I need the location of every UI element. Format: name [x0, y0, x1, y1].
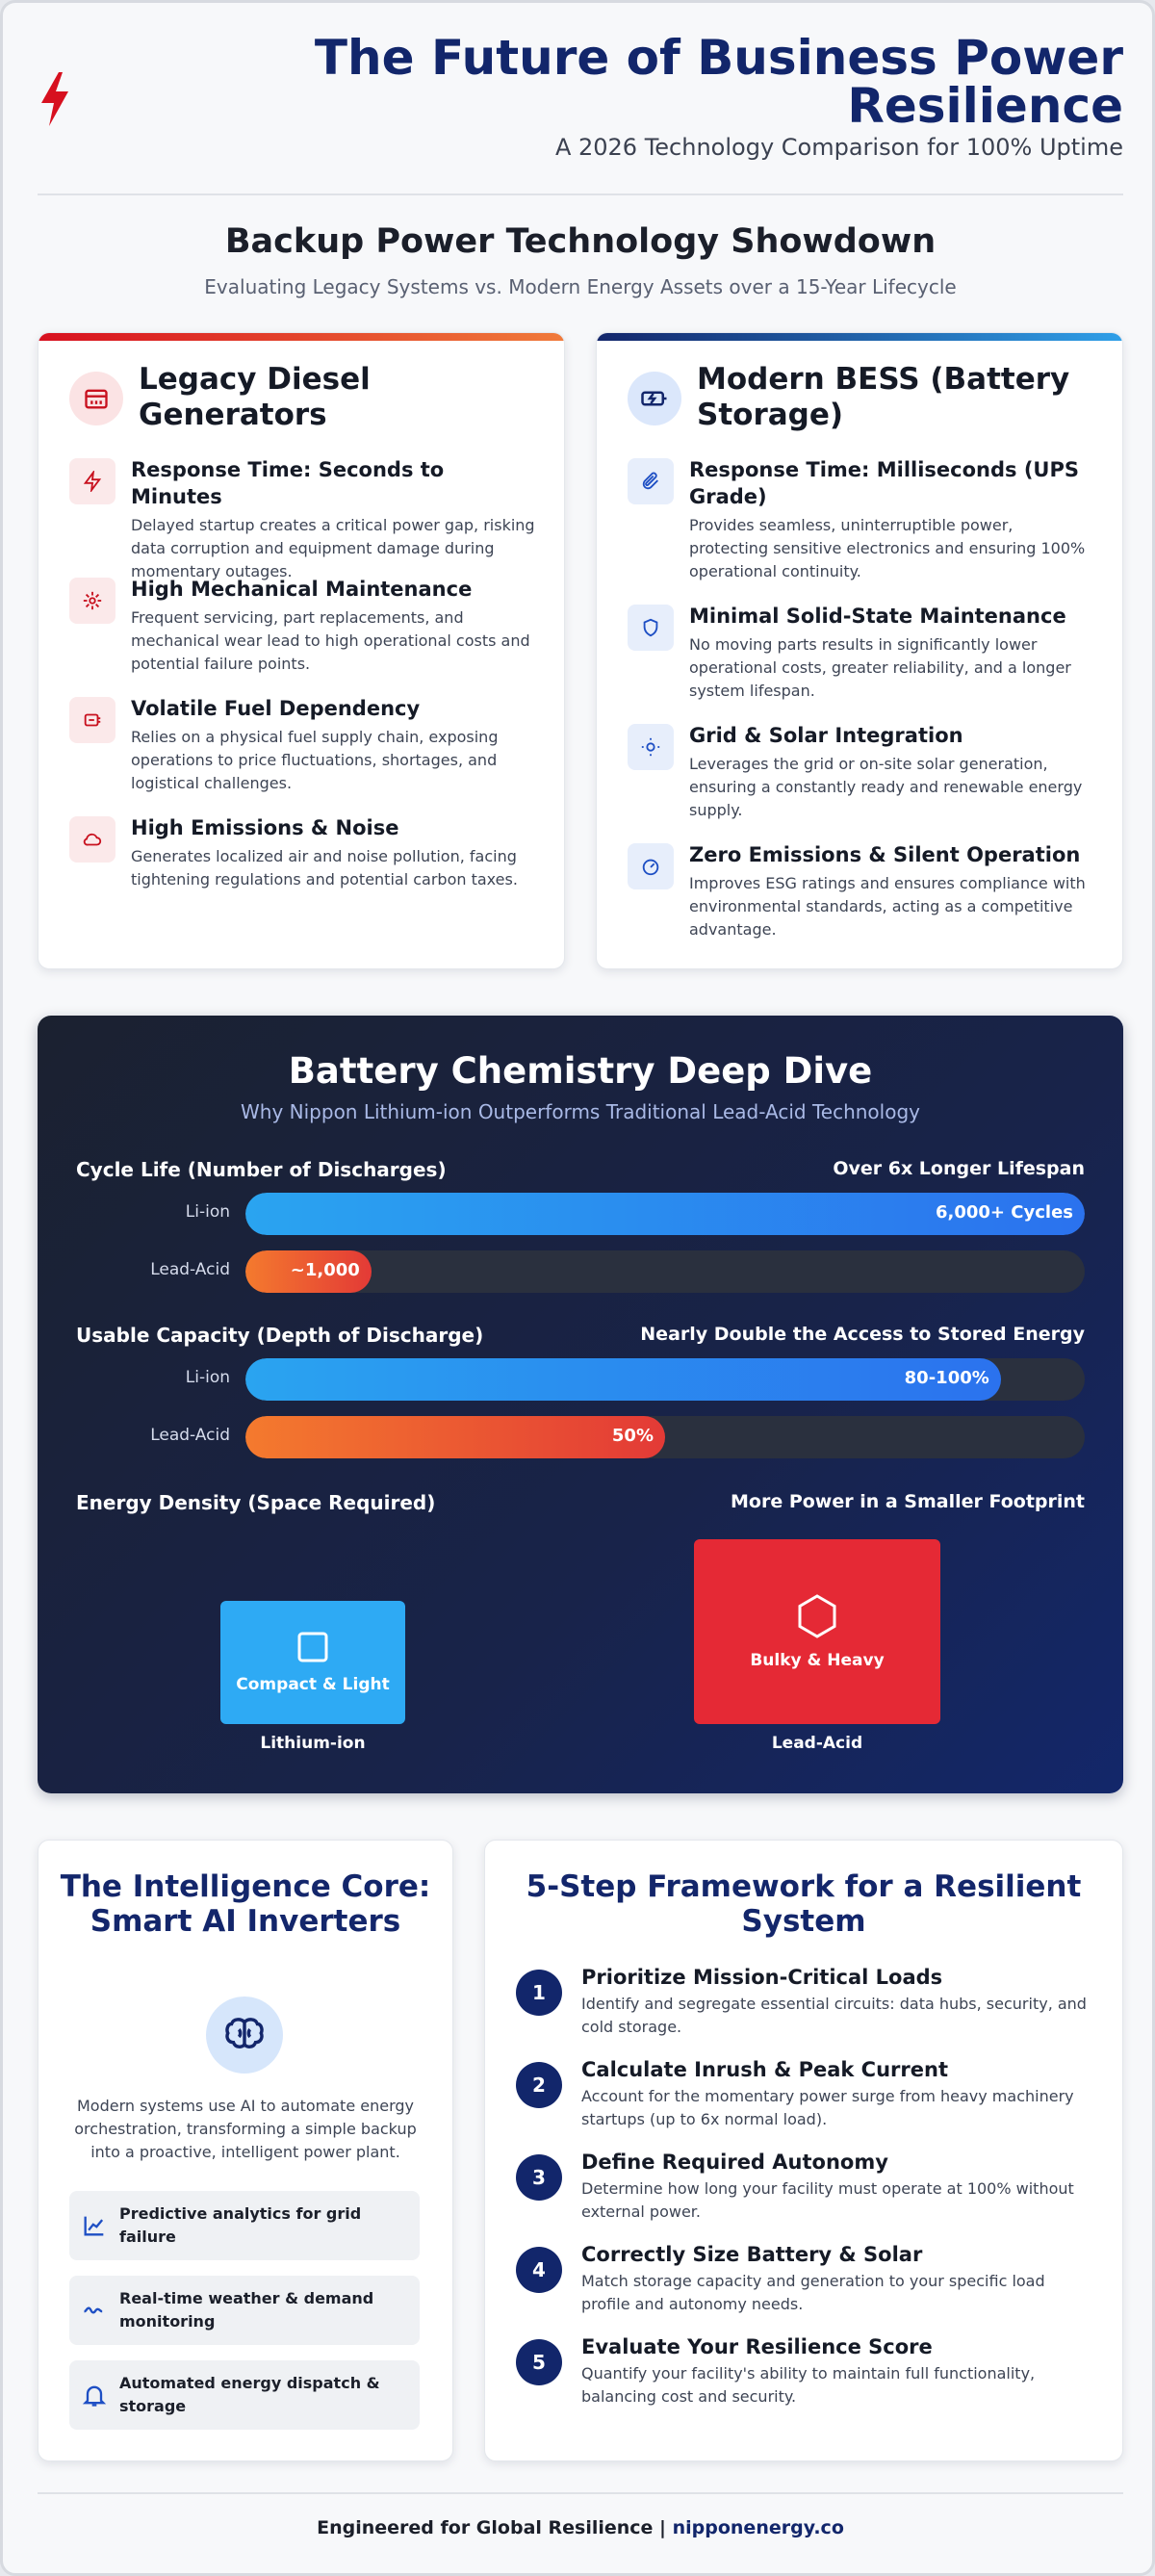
modern-accent-bar: [597, 333, 1122, 341]
lithium-box-text: Compact & Light: [236, 1675, 390, 1694]
bar-track: [245, 1193, 1085, 1235]
bar-fill: [245, 1416, 665, 1458]
bar-label: Lead-Acid: [150, 1426, 230, 1445]
feature-desc: Generates localized air and noise pollution, facing tightening regulations and potential carbon taxes.: [131, 847, 518, 889]
chemistry-title: Battery Chemistry Deep Dive: [288, 1050, 873, 1092]
legacy-diesel-card: [38, 332, 565, 969]
bolt-icon: [69, 458, 116, 504]
feature-desc: Leverages the grid or on-site solar generation, ensuring a constantly ready and renewable energy supply.: [689, 755, 1083, 819]
lithium-footprint-box: [220, 1601, 405, 1724]
shield-icon: [628, 605, 674, 651]
bar-value: 50%: [611, 1426, 654, 1446]
feature-desc: Improves ESG ratings and ensures compliance with environmental standards, acting as a competitive advantage.: [689, 874, 1086, 939]
step-number: 1: [516, 1970, 562, 2016]
modern-feature: [628, 456, 1095, 583]
bar-label: Li-ion: [185, 1368, 230, 1387]
bar-label: Lead-Acid: [150, 1260, 230, 1279]
battery-chemistry-panel: [38, 1016, 1123, 1793]
modern-feature: [628, 603, 1095, 703]
sun-icon: [628, 724, 674, 770]
energy-density-label: Energy Density (Space Required): [76, 1491, 436, 1514]
feature-desc: Relies on a physical fuel supply chain, exposing operations to price fluctuations, shortages, and logistical challenges.: [131, 728, 499, 792]
footer-text: Engineered for Global Resilience |: [317, 2517, 673, 2538]
feature-title: Zero Emissions & Silent Operation: [689, 843, 1081, 866]
ai-feature-label: Automated energy dispatch & storage: [119, 2374, 380, 2415]
page-subtitle: A 2026 Technology Comparison for 100% Uptime: [554, 134, 1123, 161]
step-title: Calculate Inrush & Peak Current: [581, 2058, 948, 2081]
step-desc: Determine how long your facility must operate at 100% without external power.: [581, 2179, 1074, 2221]
modern-feature: [628, 841, 1095, 941]
ai-brain-icon: [206, 1996, 283, 2074]
feature-title: Volatile Fuel Dependency: [131, 697, 421, 720]
cycle-life-note: Over 6x Longer Lifespan: [833, 1158, 1085, 1179]
legacy-feature: [69, 814, 537, 891]
bar-track: [245, 1250, 1085, 1293]
energy-density-note: More Power in a Smaller Footprint: [730, 1491, 1085, 1512]
hexagon-icon: [796, 1593, 838, 1639]
feature-title: Response Time: Seconds to Minutes: [131, 458, 445, 508]
feature-title: Response Time: Milliseconds (UPS Grade): [689, 458, 1079, 508]
step-number: 5: [516, 2339, 562, 2385]
legacy-feature: [69, 695, 537, 795]
feature-title: High Mechanical Maintenance: [131, 578, 473, 601]
bar-label: Li-ion: [185, 1202, 230, 1222]
framework-step: [516, 2056, 1095, 2131]
framework-title: 5-Step Framework for a Resilient System: [526, 1869, 1082, 1939]
footer: [3, 2517, 1155, 2538]
bar-value: 6,000+ Cycles: [936, 1202, 1073, 1223]
bar-fill: [245, 1250, 372, 1293]
step-number: 3: [516, 2154, 562, 2201]
framework-step: [516, 2149, 1095, 2224]
gear-icon: [69, 578, 116, 624]
framework-step: [516, 1964, 1095, 2039]
ai-feature-label: Predictive analytics for grid failure: [119, 2204, 362, 2246]
wave-icon: [81, 2297, 108, 2324]
step-number: 4: [516, 2247, 562, 2293]
feature-desc: Frequent servicing, part replacements, and mechanical wear lead to high operational costs and potential failure points.: [131, 608, 530, 673]
page-title: The Future of Business Power Resilience: [314, 30, 1123, 134]
bar-value: 80-100%: [904, 1368, 989, 1388]
square-icon: [296, 1631, 329, 1663]
ai-card-title: The Intelligence Core: Smart AI Inverters: [60, 1869, 431, 1939]
bar-fill: [245, 1193, 1085, 1235]
showdown-subtitle: Evaluating Legacy Systems vs. Modern Energy Assets over a 15-Year Lifecycle: [204, 275, 957, 298]
step-title: Define Required Autonomy: [581, 2151, 888, 2174]
bell-icon: [81, 2382, 108, 2409]
bar-track: [245, 1358, 1085, 1401]
battery-charging-icon: [628, 372, 681, 425]
step-title: Correctly Size Battery & Solar: [581, 2243, 923, 2266]
feature-title: Grid & Solar Integration: [689, 724, 963, 747]
step-title: Evaluate Your Resilience Score: [581, 2335, 933, 2358]
legacy-card-title: Legacy Diesel Generators: [139, 362, 371, 432]
chemistry-subtitle: Why Nippon Lithium-ion Outperforms Traditional Lead-Acid Technology: [241, 1100, 920, 1123]
framework-step: [516, 2241, 1095, 2316]
ai-feature-label: Real-time weather & demand monitoring: [119, 2289, 374, 2331]
bar-track: [245, 1416, 1085, 1458]
step-desc: Quantify your facility's ability to maintain full functionality, balancing cost and security.: [581, 2364, 1036, 2406]
step-desc: Account for the momentary power surge from heavy machinery startups (up to 6x normal load).: [581, 2087, 1074, 2128]
footer-divider: [38, 2492, 1123, 2494]
header: [38, 30, 1123, 195]
framework-step: [516, 2333, 1095, 2409]
paperclip-icon: [628, 458, 674, 504]
legacy-feature: [69, 576, 537, 676]
legacy-feature: [69, 456, 537, 583]
cycle-life-label: Cycle Life (Number of Discharges): [76, 1158, 447, 1181]
feature-desc: Delayed startup creates a critical power gap, risking data corruption and equipment damage during momentary outages.: [131, 516, 535, 580]
bar-value: ~1,000: [290, 1260, 360, 1280]
step-desc: Identify and segregate essential circuits: data hubs, security, and cold storage.: [581, 1995, 1087, 2036]
usable-capacity-note: Nearly Double the Access to Stored Energy: [640, 1324, 1085, 1345]
legacy-accent-bar: [38, 333, 564, 341]
ai-description: Modern systems use AI to automate energy orchestration, transforming a simple backup into a proactive, intelligent power plant.: [74, 2097, 417, 2161]
framework-card: [484, 1840, 1123, 2461]
modern-feature: [628, 722, 1095, 822]
feature-title: Minimal Solid-State Maintenance: [689, 605, 1066, 628]
lithium-caption: Lithium-ion: [260, 1734, 366, 1753]
step-number: 2: [516, 2062, 562, 2108]
ai-inverter-card: [38, 1840, 453, 2461]
lead-box-text: Bulky & Heavy: [750, 1651, 885, 1670]
ai-feature-item: [69, 2191, 420, 2260]
lead-acid-caption: Lead-Acid: [771, 1734, 863, 1753]
gauge-icon: [628, 843, 674, 889]
footer-link[interactable]: nipponenergy.co: [672, 2517, 844, 2538]
step-desc: Match storage capacity and generation to your specific load profile and autonomy needs.: [581, 2272, 1045, 2313]
step-title: Prioritize Mission-Critical Loads: [581, 1966, 943, 1989]
ai-feature-item: [69, 2276, 420, 2345]
feature-title: High Emissions & Noise: [131, 816, 399, 839]
feature-desc: Provides seamless, uninterruptible power, protecting sensitive electronics and ensuring 100% operational continuity.: [689, 516, 1086, 580]
fuel-icon: [69, 697, 116, 743]
lightning-bolt-icon: [38, 70, 72, 128]
feature-desc: No moving parts results in significantly lower operational costs, greater reliability, and a longer system lifespan.: [689, 635, 1071, 700]
modern-bess-card: [596, 332, 1123, 969]
generator-icon: [69, 372, 123, 425]
lead-acid-footprint-box: [694, 1539, 940, 1724]
modern-card-title: Modern BESS (Battery Storage): [697, 362, 1070, 432]
showdown-title: Backup Power Technology Showdown: [224, 222, 937, 261]
usable-capacity-label: Usable Capacity (Depth of Discharge): [76, 1324, 484, 1347]
chart-icon: [81, 2212, 108, 2239]
cloud-icon: [69, 816, 116, 863]
ai-feature-item: [69, 2360, 420, 2430]
bar-fill: [245, 1358, 1001, 1401]
